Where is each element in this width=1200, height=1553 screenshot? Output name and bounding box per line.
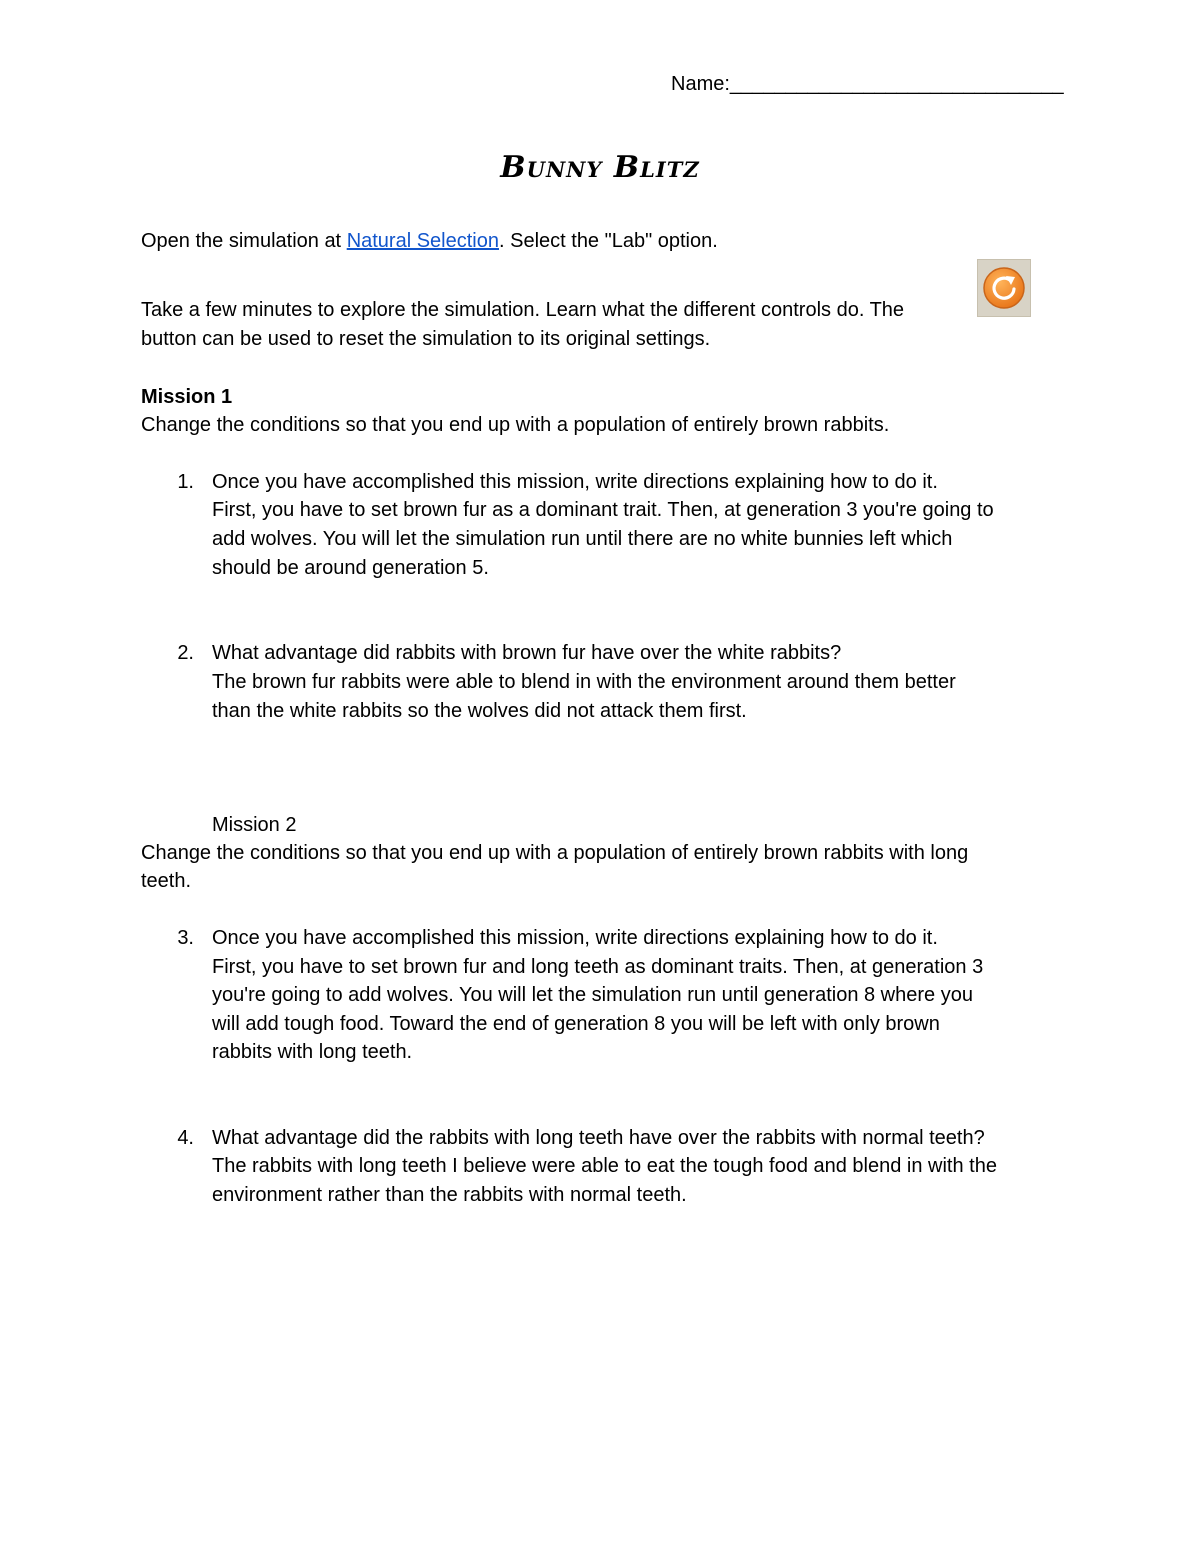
- q1-answer-line: First, you have to set brown fur as a dominant trait. Then, at generation 3 you're going to: [212, 499, 994, 521]
- open-instruction: [141, 227, 718, 255]
- mission-1-task: Change the conditions so that you end up with a population of entirely brown rabbits.: [141, 414, 890, 436]
- name-field: [671, 70, 1064, 98]
- reset-arrow-icon: [982, 266, 1026, 310]
- open-suffix: . Select the "Lab" option.: [499, 230, 718, 252]
- name-blank: ______________________________: [729, 73, 1064, 95]
- explore-line-1: Take a few minutes to explore the simulation. Learn what the different controls do. The: [141, 299, 905, 321]
- mission-2-task-line: Change the conditions so that you end up with a population of entirely brown rabbits with long: [141, 842, 969, 864]
- open-prefix: Open the simulation at: [141, 230, 347, 252]
- q2-answer-line: than the white rabbits so the wolves did not attack them first.: [212, 700, 747, 722]
- q1-answer-line: should be around generation 5.: [212, 557, 489, 579]
- q2-number: 2.: [177, 642, 194, 664]
- q2-answer-line: The brown fur rabbits were able to blend in with the environment around them better: [212, 671, 956, 693]
- q1-question: Once you have accomplished this mission, write directions explaining how to do it.: [212, 471, 938, 493]
- q3-question: Once you have accomplished this mission, write directions explaining how to do it.: [212, 927, 938, 949]
- natural-selection-link[interactable]: Natural Selection: [346, 230, 499, 252]
- name-label: Name:: [671, 73, 730, 95]
- q2-question: What advantage did rabbits with brown fur have over the white rabbits?: [212, 642, 842, 664]
- page-title: Bunny Blitz: [500, 150, 700, 185]
- q3-number: 3.: [177, 927, 194, 949]
- q3-answer-line: First, you have to set brown fur and long teeth as dominant traits. Then, at generation 3: [212, 956, 984, 978]
- q4-question: What advantage did the rabbits with long teeth have over the rabbits with normal teeth?: [212, 1127, 985, 1149]
- explore-line-2: button can be used to reset the simulation to its original settings.: [141, 328, 711, 350]
- q3-answer-line: you're going to add wolves. You will let the simulation run until generation 8 where you: [212, 984, 973, 1006]
- q4-answer-line: environment rather than the rabbits with normal teeth.: [212, 1184, 687, 1206]
- q1-answer-line: add wolves. You will let the simulation run until there are no white bunnies left which: [212, 528, 953, 550]
- q3-answer-line: will add tough food. Toward the end of generation 8 you will be left with only brown: [212, 1013, 940, 1035]
- q3-answer-line: rabbits with long teeth.: [212, 1041, 413, 1063]
- q1-number: 1.: [177, 471, 194, 493]
- mission-2-heading: Mission 2: [212, 814, 297, 836]
- mission-1-heading: Mission 1: [141, 386, 233, 408]
- q4-answer-line: The rabbits with long teeth I believe were able to eat the tough food and blend in with the: [212, 1155, 997, 1177]
- mission-2-task-line: teeth.: [141, 870, 192, 892]
- reset-icon: [977, 259, 1031, 317]
- q4-number: 4.: [177, 1127, 194, 1149]
